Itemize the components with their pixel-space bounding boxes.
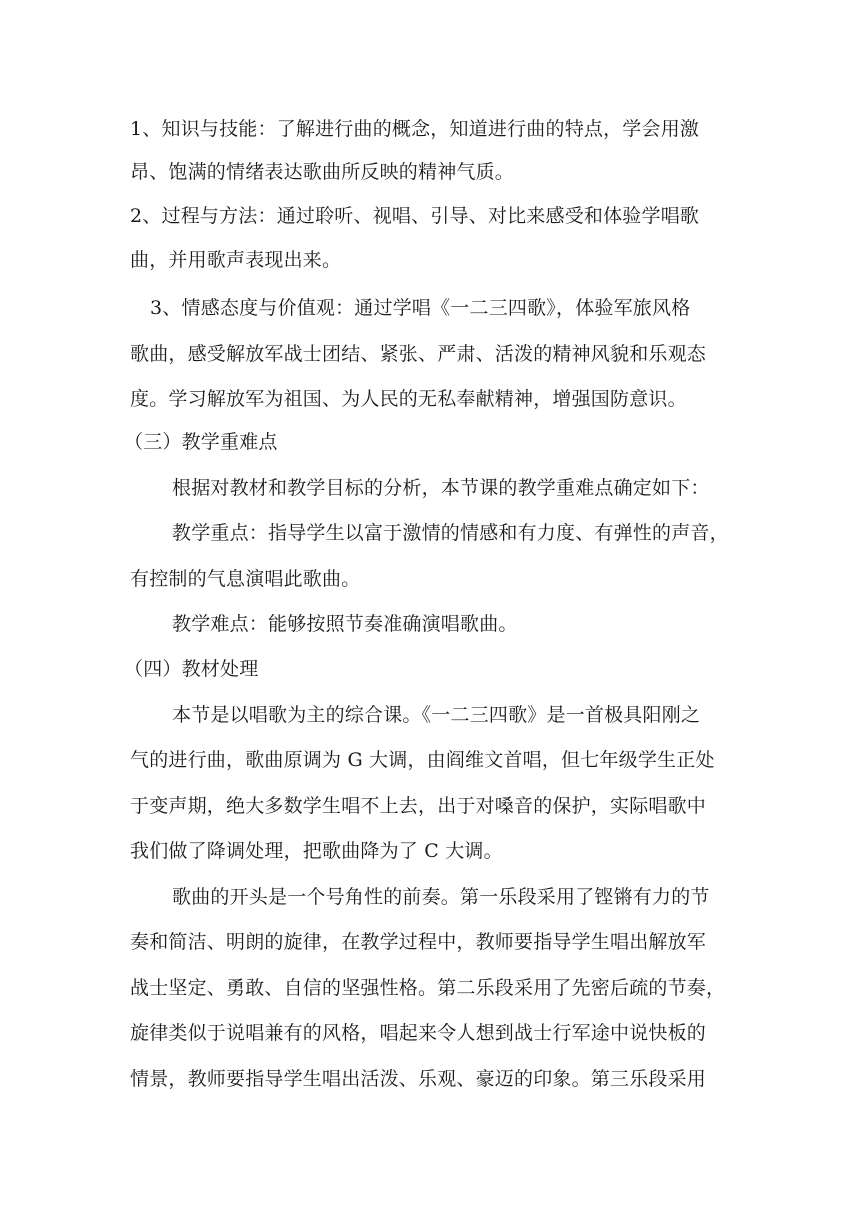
material-para-1-line-3: 于变声期，绝大多数学生唱不上去，出于对嗓音的保护，实际唱歌中 <box>130 795 707 817</box>
section-heading-key-points: （三）教学重难点 <box>124 431 278 453</box>
material-para-2-line-2: 奏和简洁、明朗的旋律，在教学过程中，教师要指导学生唱出解放军 <box>130 931 707 953</box>
objective-2-line-2: 曲，并用歌声表现出来。 <box>130 249 342 271</box>
material-para-2-line-1: 歌曲的开头是一个号角性的前奏。第一乐段采用了铿锵有力的节 <box>172 886 710 908</box>
material-para-2-line-5: 情景，教师要指导学生唱出活泼、乐观、豪迈的印象。第三乐段采用 <box>130 1068 707 1090</box>
difficulty-line: 教学难点：能够按照节奏准确演唱歌曲。 <box>172 613 518 635</box>
material-para-1-line-2: 气的进行曲，歌曲原调为 G 大调，由阎维文首唱，但七年级学生正处 <box>130 749 715 771</box>
material-para-1-line-1: 本节是以唱歌为主的综合课。《一二三四歌》是一首极具阳刚之 <box>172 704 701 726</box>
objective-3-line-2: 歌曲，感受解放军战士团结、紧张、严肃、活泼的精神风貌和乐观态 <box>130 343 707 365</box>
objective-1-line-2: 昂、饱满的情绪表达歌曲所反映的精神气质。 <box>130 161 515 183</box>
key-point-line-1: 教学重点：指导学生以富于激情的情感和有力度、有弹性的声音， <box>172 522 729 544</box>
section-heading-material: （四）教材处理 <box>124 658 259 680</box>
material-para-2-line-4: 旋律类似于说唱兼有的风格，唱起来令人想到战士行军途中说快板的 <box>130 1022 707 1044</box>
material-para-2-line-3: 战士坚定、勇敢、自信的坚强性格。第二乐段采用了先密后疏的节奏， <box>130 977 726 999</box>
objective-1-line-1: 1、知识与技能：了解进行曲的概念，知道进行曲的特点，学会用激 <box>130 118 700 140</box>
key-point-line-2: 有控制的气息演唱此歌曲。 <box>130 568 361 590</box>
objective-2-line-1: 2、过程与方法：通过聆听、视唱、引导、对比来感受和体验学唱歌 <box>130 205 700 227</box>
key-points-intro: 根据对教材和教学目标的分析，本节课的教学重难点确定如下： <box>172 477 710 499</box>
material-para-1-line-4: 我们做了降调处理，把歌曲降为了 C 大调。 <box>130 840 503 862</box>
objective-3-line-3: 度。学习解放军为祖国、为人民的无私奉献精神，增强国防意识。 <box>130 388 687 410</box>
objective-3-line-1: 3、情感态度与价值观：通过学唱《一二三四歌》，体验军旅风格 <box>150 297 691 319</box>
